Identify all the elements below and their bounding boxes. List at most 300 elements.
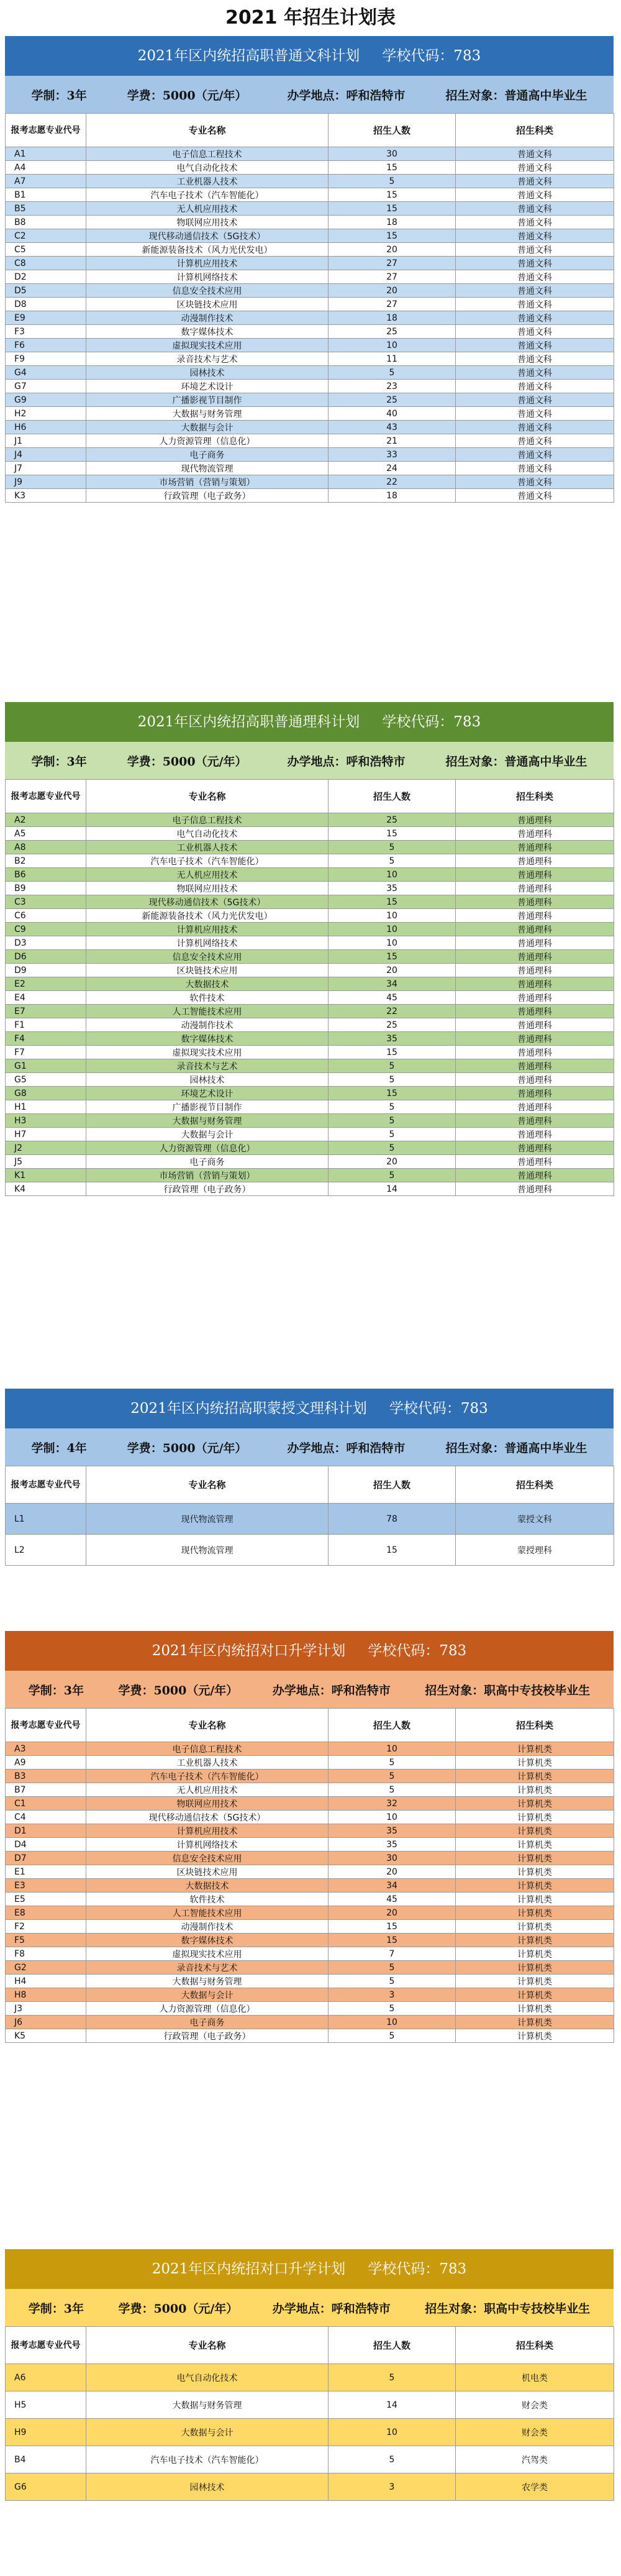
major-code: B3: [6, 1770, 86, 1783]
table-row: [6, 1906, 614, 1920]
enrollment-category: 普通文科: [456, 243, 614, 257]
enrollment-category: 普通文科: [456, 352, 614, 366]
major-code: A5: [6, 827, 86, 841]
major-code: F9: [6, 352, 86, 366]
enrollment-category: 普通理科: [456, 841, 614, 854]
major-name: 环境艺术设计: [86, 1087, 329, 1100]
major-name: 大数据与财务管理: [86, 407, 329, 421]
major-name: 园林技术: [86, 1073, 329, 1087]
major-name: 电子信息工程技术: [86, 1742, 329, 1756]
enrollment-count: 15: [329, 1934, 456, 1947]
major-code: J4: [6, 448, 86, 462]
enrollment-category: 计算机类: [456, 1770, 614, 1783]
table-row: [6, 991, 614, 1005]
enrollment-count: 15: [329, 188, 456, 202]
enrollment-count: 18: [329, 311, 456, 325]
location-info: 办学地点：呼和浩特市: [287, 88, 406, 103]
school-code: 学校代码：783: [368, 2261, 467, 2277]
table-row: [6, 813, 614, 827]
enrollment-category: 普通文科: [456, 462, 614, 475]
enrollment-count: 10: [329, 868, 456, 882]
duration-info: 学制：3年: [31, 88, 87, 103]
major-code: F3: [6, 325, 86, 339]
header-count: 招生人数: [329, 780, 456, 813]
major-name: 大数据与会计: [86, 2419, 329, 2446]
major-name: 行政管理（电子政务）: [86, 2029, 329, 2043]
tuition-info: 学费：5000（元/年）: [118, 2301, 238, 2316]
enrollment-category: 普通理科: [456, 1032, 614, 1046]
enrollment-category: 普通文科: [456, 393, 614, 407]
major-code: G5: [6, 1073, 86, 1087]
major-name: 现代物流管理: [86, 1535, 329, 1566]
plan-section-2: [5, 702, 614, 1196]
major-name: 数字媒体技术: [86, 325, 329, 339]
tuition-info: 学费：5000（元/年）: [118, 1683, 238, 1697]
major-name: 物联网应用技术: [86, 882, 329, 895]
enrollment-count: 15: [329, 161, 456, 175]
enrollment-count: 14: [329, 1182, 456, 1196]
major-code: F4: [6, 1032, 86, 1046]
enrollment-category: 普通理科: [456, 950, 614, 964]
major-name: 工业机器人技术: [86, 175, 329, 188]
table-row: [6, 1018, 614, 1032]
major-code: F6: [6, 339, 86, 352]
major-code: J5: [6, 1155, 86, 1169]
enrollment-count: 15: [329, 202, 456, 216]
major-code: G2: [6, 1961, 86, 1975]
table-row: [6, 175, 614, 188]
major-code: E5: [6, 1893, 86, 1906]
plan-section-4: [5, 1631, 614, 2043]
enrollment-category: 普通理科: [456, 1114, 614, 1128]
table-row: [6, 909, 614, 923]
plan-section-3: [5, 1389, 614, 1566]
major-name: 人力资源管理（信息化）: [86, 434, 329, 448]
major-name: 录音技术与艺术: [86, 352, 329, 366]
major-code: C1: [6, 1797, 86, 1811]
enrollment-count: 40: [329, 407, 456, 421]
table-row: [6, 936, 614, 950]
enrollment-count: 5: [329, 841, 456, 854]
enrollment-category: 计算机类: [456, 1865, 614, 1879]
enrollment-category: 蒙授理科: [456, 1535, 614, 1566]
section-title-text: 2021年区内统招对口升学计划: [152, 2261, 346, 2277]
major-name: 新能源装备技术（风力光伏发电）: [86, 909, 329, 923]
major-name: 汽车电子技术（汽车智能化）: [86, 2446, 329, 2473]
major-code: K1: [6, 1169, 86, 1182]
table-row: [6, 1535, 614, 1566]
major-code: D1: [6, 1824, 86, 1838]
enrollment-category: 普通文科: [456, 448, 614, 462]
major-code: A2: [6, 813, 86, 827]
enrollment-category: 普通文科: [456, 161, 614, 175]
table-row: [6, 270, 614, 284]
location-info: 办学地点：呼和浩特市: [272, 1683, 391, 1697]
major-name: 虚拟现实技术应用: [86, 339, 329, 352]
major-name: 汽车电子技术（汽车智能化）: [86, 1770, 329, 1783]
major-name: 大数据技术: [86, 977, 329, 991]
major-code: H1: [6, 1100, 86, 1114]
major-name: 人力资源管理（信息化）: [86, 1141, 329, 1155]
header-code: 报考志愿专业代号: [6, 1709, 86, 1742]
major-code: L1: [6, 1504, 86, 1535]
major-code: E8: [6, 1906, 86, 1920]
enrollment-count: 25: [329, 393, 456, 407]
major-code: A7: [6, 175, 86, 188]
enrollment-count: 5: [329, 2029, 456, 2043]
major-code: A6: [6, 2364, 86, 2391]
table-row: [6, 2364, 614, 2391]
enrollment-category: 普通理科: [456, 1018, 614, 1032]
major-code: B1: [6, 188, 86, 202]
enrollment-count: 43: [329, 421, 456, 434]
table-row: [6, 2446, 614, 2473]
major-code: J6: [6, 2016, 86, 2029]
enrollment-count: 20: [329, 284, 456, 298]
enrollment-category: 计算机类: [456, 2016, 614, 2029]
enrollment-category: 普通理科: [456, 909, 614, 923]
enrollment-category: 普通文科: [456, 325, 614, 339]
header-count: 招生人数: [329, 2327, 456, 2364]
section-title: [5, 1631, 614, 1671]
school-code: 学校代码：783: [382, 714, 481, 730]
enrollment-category: 计算机类: [456, 1947, 614, 1961]
school-code: 学校代码：783: [382, 48, 481, 64]
major-code: G8: [6, 1087, 86, 1100]
major-code: K5: [6, 2029, 86, 2043]
enrollment-count: 5: [329, 1975, 456, 1988]
enrollment-category: 普通文科: [456, 270, 614, 284]
table-row: [6, 147, 614, 161]
plan-section-1: [5, 36, 614, 503]
table-row: [6, 421, 614, 434]
section-info-bar: [5, 76, 614, 113]
major-name: 市场营销（营销与策划）: [86, 1169, 329, 1182]
table-row: [6, 1032, 614, 1046]
major-name: 计算机应用技术: [86, 923, 329, 936]
table-row: [6, 854, 614, 868]
enrollment-category: 普通理科: [456, 1059, 614, 1073]
table-row: [6, 339, 614, 352]
major-name: 大数据与会计: [86, 1128, 329, 1141]
enrollment-count: 5: [329, 1783, 456, 1797]
section-title-text: 2021年区内统招高职普通文科计划: [137, 48, 360, 64]
major-code: D2: [6, 270, 86, 284]
enrollment-count: 35: [329, 882, 456, 895]
major-code: H3: [6, 1114, 86, 1128]
enrollment-category: 普通理科: [456, 854, 614, 868]
major-code: H4: [6, 1975, 86, 1988]
major-code: E2: [6, 977, 86, 991]
enrollment-count: 5: [329, 1114, 456, 1128]
enrollment-category: 普通文科: [456, 311, 614, 325]
enrollment-category: 普通理科: [456, 1141, 614, 1155]
major-name: 市场营销（营销与策划）: [86, 475, 329, 489]
enrollment-category: 普通文科: [456, 202, 614, 216]
major-name: 动漫制作技术: [86, 1920, 329, 1934]
major-name: 无人机应用技术: [86, 202, 329, 216]
enrollment-table: [5, 1466, 614, 1566]
major-name: 区块链技术应用: [86, 964, 329, 977]
major-code: J7: [6, 462, 86, 475]
header-category: 招生科类: [456, 1466, 614, 1504]
table-row: [6, 1865, 614, 1879]
major-code: C2: [6, 229, 86, 243]
table-row: [6, 827, 614, 841]
major-name: 区块链技术应用: [86, 1865, 329, 1879]
enrollment-category: 普通理科: [456, 1182, 614, 1196]
table-row: [6, 380, 614, 393]
target-info: 招生对象：普通高中毕业生: [445, 88, 587, 103]
enrollment-category: 计算机类: [456, 1838, 614, 1852]
major-code: E3: [6, 1879, 86, 1893]
major-code: D6: [6, 950, 86, 964]
table-row: [6, 161, 614, 175]
table-row: [6, 964, 614, 977]
enrollment-category: 普通理科: [456, 868, 614, 882]
major-name: 数字媒体技术: [86, 1032, 329, 1046]
enrollment-count: 30: [329, 147, 456, 161]
table-row: [6, 950, 614, 964]
table-row: [6, 1947, 614, 1961]
enrollment-count: 10: [329, 1742, 456, 1756]
enrollment-count: 20: [329, 1865, 456, 1879]
enrollment-category: 普通理科: [456, 1046, 614, 1059]
table-header-row: [6, 2327, 614, 2364]
enrollment-count: 20: [329, 1906, 456, 1920]
enrollment-count: 25: [329, 325, 456, 339]
major-name: 新能源装备技术（风力光伏发电）: [86, 243, 329, 257]
enrollment-count: 5: [329, 2446, 456, 2473]
enrollment-count: 10: [329, 923, 456, 936]
enrollment-category: 普通文科: [456, 380, 614, 393]
table-row: [6, 1934, 614, 1947]
header-major: 专业名称: [86, 114, 329, 147]
major-name: 人工智能技术应用: [86, 1906, 329, 1920]
enrollment-category: 财会类: [456, 2391, 614, 2419]
major-code: F2: [6, 1920, 86, 1934]
enrollment-category: 普通理科: [456, 1169, 614, 1182]
enrollment-count: 10: [329, 1811, 456, 1824]
enrollment-count: 15: [329, 1920, 456, 1934]
location-info: 办学地点：呼和浩特市: [272, 2301, 391, 2316]
header-code: 报考志愿专业代号: [6, 2327, 86, 2364]
enrollment-category: 计算机类: [456, 1879, 614, 1893]
enrollment-category: 计算机类: [456, 1797, 614, 1811]
major-name: 录音技术与艺术: [86, 1059, 329, 1073]
major-code: G4: [6, 366, 86, 380]
major-code: H7: [6, 1128, 86, 1141]
enrollment-count: 15: [329, 1087, 456, 1100]
enrollment-count: 15: [329, 895, 456, 909]
table-row: [6, 1114, 614, 1128]
major-code: C3: [6, 895, 86, 909]
major-name: 虚拟现实技术应用: [86, 1947, 329, 1961]
major-name: 广播影视节目制作: [86, 1100, 329, 1114]
table-row: [6, 1879, 614, 1893]
enrollment-category: 普通理科: [456, 895, 614, 909]
major-code: C9: [6, 923, 86, 936]
major-code: K4: [6, 1182, 86, 1196]
table-row: [6, 393, 614, 407]
major-name: 电子信息工程技术: [86, 813, 329, 827]
location-info: 办学地点：呼和浩特市: [287, 1441, 406, 1455]
major-code: D5: [6, 284, 86, 298]
table-header-row: [6, 114, 614, 147]
table-row: [6, 1100, 614, 1114]
major-name: 信息安全技术应用: [86, 1852, 329, 1865]
major-code: F1: [6, 1018, 86, 1032]
major-name: 电气自动化技术: [86, 827, 329, 841]
major-code: E4: [6, 991, 86, 1005]
table-row: [6, 1169, 614, 1182]
enrollment-category: 普通理科: [456, 813, 614, 827]
major-name: 园林技术: [86, 366, 329, 380]
major-code: D7: [6, 1852, 86, 1865]
major-name: 大数据与财务管理: [86, 2391, 329, 2419]
school-code: 学校代码：783: [389, 1400, 488, 1417]
enrollment-category: 普通文科: [456, 407, 614, 421]
enrollment-category: 普通文科: [456, 298, 614, 311]
enrollment-category: 普通文科: [456, 147, 614, 161]
major-name: 虚拟现实技术应用: [86, 1046, 329, 1059]
enrollment-category: 普通文科: [456, 175, 614, 188]
header-category: 招生科类: [456, 1709, 614, 1742]
table-row: [6, 407, 614, 421]
enrollment-count: 14: [329, 2391, 456, 2419]
enrollment-category: 计算机类: [456, 1934, 614, 1947]
major-code: B5: [6, 202, 86, 216]
enrollment-count: 5: [329, 1059, 456, 1073]
table-header-row: [6, 1466, 614, 1504]
table-row: [6, 1893, 614, 1906]
enrollment-count: 27: [329, 270, 456, 284]
major-name: 计算机应用技术: [86, 257, 329, 270]
table-row: [6, 1742, 614, 1756]
major-code: D4: [6, 1838, 86, 1852]
enrollment-count: 78: [329, 1504, 456, 1535]
major-code: B7: [6, 1783, 86, 1797]
enrollment-count: 18: [329, 489, 456, 503]
enrollment-count: 34: [329, 1879, 456, 1893]
target-info: 招生对象：职高中专技校毕业生: [425, 1683, 591, 1697]
enrollment-count: 5: [329, 1169, 456, 1182]
header-category: 招生科类: [456, 2327, 614, 2364]
major-name: 广播影视节目制作: [86, 393, 329, 407]
enrollment-table: [5, 779, 614, 1196]
target-info: 招生对象：职高中专技校毕业生: [425, 2301, 591, 2316]
location-info: 办学地点：呼和浩特市: [287, 754, 406, 769]
enrollment-category: 计算机类: [456, 1906, 614, 1920]
table-row: [6, 1783, 614, 1797]
enrollment-count: 22: [329, 1005, 456, 1018]
enrollment-category: 计算机类: [456, 1824, 614, 1838]
enrollment-category: 普通理科: [456, 1128, 614, 1141]
table-row: [6, 1059, 614, 1073]
enrollment-category: 普通文科: [456, 339, 614, 352]
table-row: [6, 325, 614, 339]
table-row: [6, 202, 614, 216]
enrollment-category: 计算机类: [456, 1742, 614, 1756]
major-name: 动漫制作技术: [86, 1018, 329, 1032]
table-row: [6, 868, 614, 882]
enrollment-category: 计算机类: [456, 1920, 614, 1934]
enrollment-count: 22: [329, 475, 456, 489]
header-major: 专业名称: [86, 2327, 329, 2364]
enrollment-category: 普通理科: [456, 923, 614, 936]
table-row: [6, 895, 614, 909]
section-info-bar: [5, 742, 614, 779]
enrollment-count: 5: [329, 1770, 456, 1783]
major-code: E1: [6, 1865, 86, 1879]
enrollment-category: 计算机类: [456, 1783, 614, 1797]
section-info-bar: [5, 1428, 614, 1466]
section-title-text: 2021年区内统招对口升学计划: [152, 1643, 346, 1659]
table-row: [6, 841, 614, 854]
enrollment-count: 5: [329, 2002, 456, 2016]
enrollment-count: 15: [329, 950, 456, 964]
major-code: B4: [6, 2446, 86, 2473]
header-category: 招生科类: [456, 780, 614, 813]
major-name: 人力资源管理（信息化）: [86, 2002, 329, 2016]
enrollment-category: 计算机类: [456, 1961, 614, 1975]
major-name: 现代移动通信技术（5G技术）: [86, 895, 329, 909]
page-title: 2021 年招生计划表: [225, 7, 396, 29]
major-name: 电气自动化技术: [86, 2364, 329, 2391]
major-code: J3: [6, 2002, 86, 2016]
table-row: [6, 1920, 614, 1934]
enrollment-count: 5: [329, 175, 456, 188]
enrollment-count: 10: [329, 936, 456, 950]
major-name: 信息安全技术应用: [86, 950, 329, 964]
header-code: 报考志愿专业代号: [6, 1466, 86, 1504]
enrollment-category: 普通理科: [456, 827, 614, 841]
major-code: H2: [6, 407, 86, 421]
table-row: [6, 489, 614, 503]
enrollment-count: 27: [329, 298, 456, 311]
major-name: 现代物流管理: [86, 1504, 329, 1535]
enrollment-category: 普通理科: [456, 882, 614, 895]
enrollment-count: 10: [329, 339, 456, 352]
duration-info: 学制：3年: [28, 2301, 84, 2316]
section-title: [5, 36, 614, 76]
enrollment-count: 5: [329, 2364, 456, 2391]
table-row: [6, 2029, 614, 2043]
enrollment-table: [5, 113, 614, 503]
table-row: [6, 1073, 614, 1087]
enrollment-category: 财会类: [456, 2419, 614, 2446]
target-info: 招生对象：普通高中毕业生: [445, 1441, 587, 1455]
table-row: [6, 216, 614, 229]
duration-info: 学制：3年: [28, 1683, 84, 1697]
major-name: 信息安全技术应用: [86, 284, 329, 298]
major-code: F7: [6, 1046, 86, 1059]
major-code: J2: [6, 1141, 86, 1155]
enrollment-category: 普通文科: [456, 366, 614, 380]
major-name: 电子信息工程技术: [86, 147, 329, 161]
enrollment-count: 5: [329, 1961, 456, 1975]
table-header-row: [6, 1709, 614, 1742]
enrollment-category: 普通理科: [456, 964, 614, 977]
table-row: [6, 1988, 614, 2002]
enrollment-table: [5, 1708, 614, 2043]
major-name: 大数据技术: [86, 1879, 329, 1893]
table-row: [6, 1770, 614, 1783]
enrollment-count: 5: [329, 1100, 456, 1114]
table-row: [6, 298, 614, 311]
enrollment-count: 27: [329, 257, 456, 270]
major-name: 电子商务: [86, 2016, 329, 2029]
